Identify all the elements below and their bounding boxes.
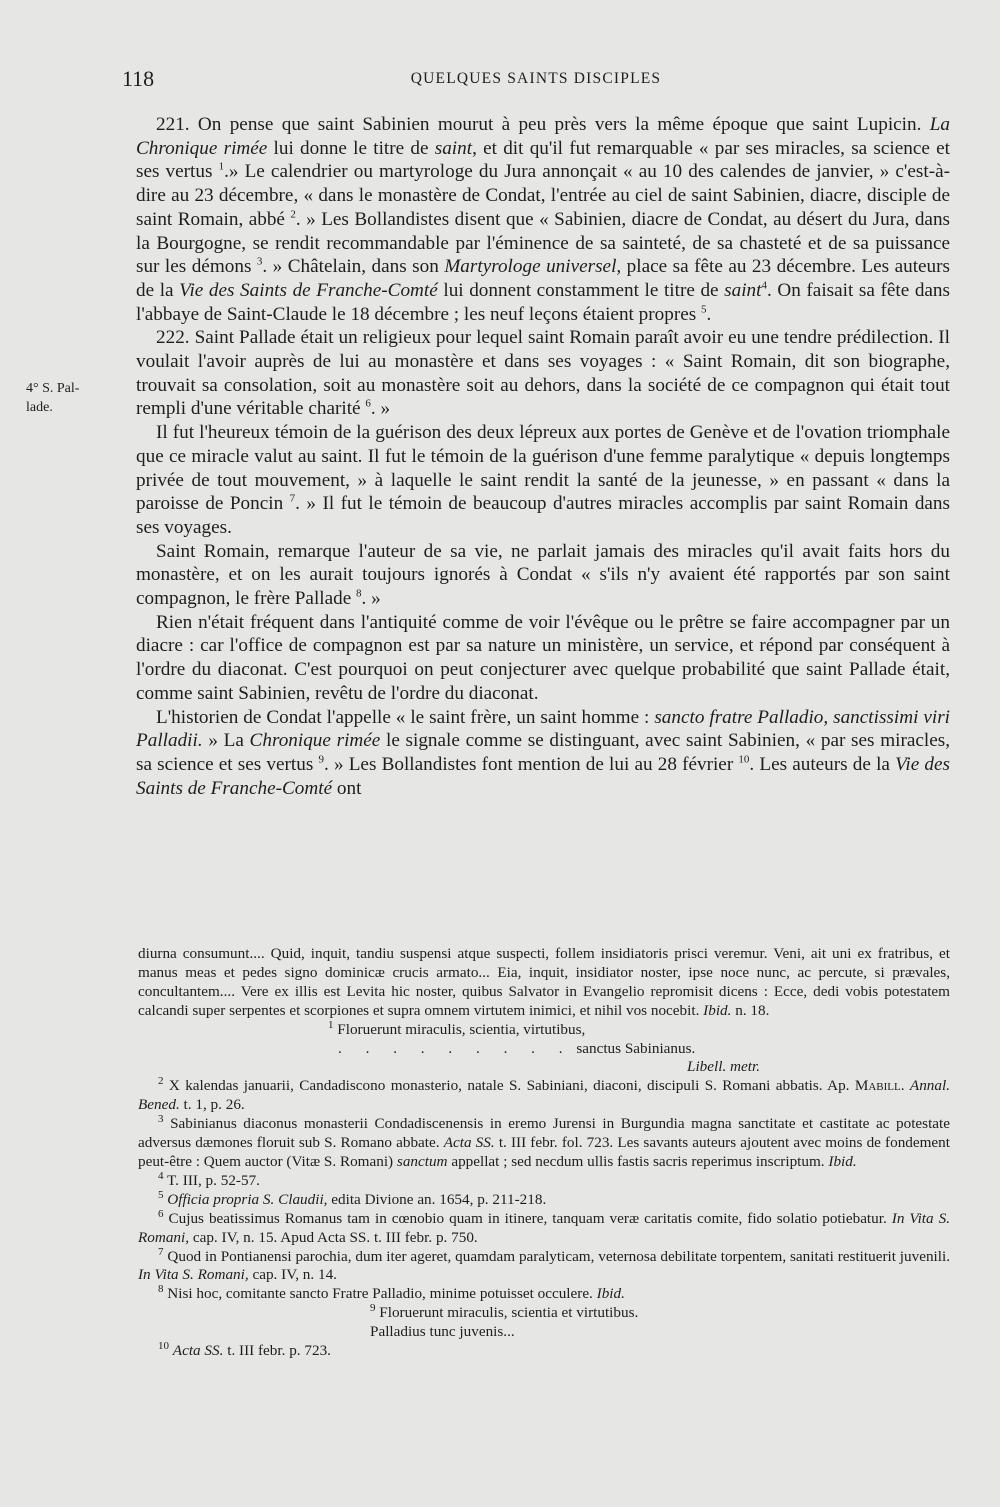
text-run: Sabinianus diaconus monasterii Condadiscenensis in eremo Jurensi in Burgundia magna sanctitate et castitate ac potestate adversus dæmones floruit sub S. Romano abbate. bbox=[138, 1115, 951, 1152]
italic-word: Ibid. bbox=[703, 1001, 732, 1019]
footnote-6 bbox=[138, 1207, 950, 1248]
italic-word: Ibid. bbox=[828, 1152, 857, 1170]
footnote-ref: 6 bbox=[365, 398, 371, 411]
paragraph-historien bbox=[136, 706, 950, 801]
text-run: . » bbox=[370, 398, 391, 420]
footnote-9 bbox=[138, 1304, 950, 1342]
text-run: cap. IV, n. 15. Apud Acta SS. t. III febr. p. 750. bbox=[189, 1228, 478, 1246]
italic-title: Officia propria S. Claudii, bbox=[167, 1190, 328, 1208]
footnote-ref: 5 bbox=[701, 303, 707, 316]
text-run: place sa fête au 23 décembre. Les auteurs de la bbox=[136, 256, 950, 301]
italic-word: saint bbox=[724, 279, 762, 301]
verse-line: Floruerunt miraculis, scientia, virtutibus, bbox=[337, 1020, 586, 1038]
text-run: Cujus beatissimus Romanus tam in cœnobio quam in itinere, tanquam veræ caritatis comite, fido solatio potiebatur. bbox=[168, 1209, 892, 1227]
text-run: lui donnent constamment le titre de bbox=[437, 279, 725, 301]
footnote-2 bbox=[138, 1077, 950, 1115]
footnote-ref: 7 bbox=[289, 492, 296, 505]
footnote-ref: 9 bbox=[318, 753, 324, 766]
footnote-mark: 4 bbox=[158, 1169, 164, 1182]
text-run: 221. On pense que saint Sabinien mourut à peu près vers la même époque que saint Lupicin. bbox=[156, 114, 930, 135]
italic-title: La Chronique rimée bbox=[136, 114, 950, 159]
text-run: . bbox=[706, 303, 712, 325]
footnote-10 bbox=[138, 1339, 950, 1361]
main-text bbox=[136, 113, 950, 800]
text-run: diurna consumunt.... Quid, inquit, tandiu suspensi atque suspecti, follem insidiatoris prisci veremur. Veni, ait uni ex fratribus, et manus meas et pedes signo dominicæ crucis armato... Eia, inquit, insidiator noster, ipse noce nunc, ac percute, si prævales, concultantem.... Vere ex illis est Levita hic noster, quibus Salvator in Evangelio repromisit dicens : Ecce, dedi vobis potestatem calcandi super serpentes et scorpiones et supra omnem virtutem inimici, et nihil vos nocebit. bbox=[138, 945, 950, 1019]
text-run: appellat ; sed necdum ullis fastis sacris reperimus inscriptum. bbox=[447, 1152, 829, 1170]
text-run: . » Les Bollandistes disent que « Sabinien, diacre de Condat, au désert du Jura, dans la Bourgogne, se rendit recommandable par l'éminence de sa sainteté, de sa chasteté et de sa puissance sur les démons bbox=[136, 208, 951, 278]
footnote-ref: 3 bbox=[256, 255, 263, 268]
running-title: QUELQUES SAINTS DISCIPLES bbox=[410, 70, 662, 87]
italic-title: Vie des Saints de Franche-Comté bbox=[136, 753, 950, 799]
paragraph-222 bbox=[136, 326, 950, 421]
text-run: Saint Romain, remarque l'auteur de sa vie, ne parlait jamais des miracles qu'il avait faits hors du monastère, et on les aurait toujours ignorés à Condat « s'ils n'y avaient été rapportés par son saint compagnon, le frère Pallade bbox=[136, 540, 950, 610]
italic-title: In Vita S. Romani, bbox=[138, 1266, 249, 1284]
text-run: L'historien de Condat l'appelle « le saint frère, un saint homme : bbox=[156, 706, 655, 728]
footnote-mark: 1 bbox=[328, 1018, 334, 1031]
italic-title: Chronique rimée bbox=[249, 730, 381, 752]
text-run: , et dit qu'il fut remarquable « par ses miracles, sa science et ses vertus bbox=[136, 137, 950, 183]
verse-source: Libell. metr. bbox=[687, 1058, 760, 1076]
italic-title: Annal. Bened. bbox=[138, 1077, 950, 1114]
italic-word: sanctum bbox=[396, 1152, 448, 1170]
page-header bbox=[122, 66, 950, 94]
ellipsis-dots: . . . . . . . . . bbox=[338, 1039, 573, 1057]
page-number: 118 bbox=[122, 66, 155, 91]
footnote-mark: 2 bbox=[158, 1075, 164, 1088]
text-run: t. III febr. fol. 723. Les savants auteurs ajoutent avec moins de fondement peut-être : Quem auctor (Vitæ S. Romani) bbox=[138, 1134, 950, 1170]
italic-title: Acta SS. bbox=[443, 1134, 495, 1152]
verse-line: sanctus Sabinianus. bbox=[576, 1039, 696, 1057]
text-run: cap. IV, n. 14. bbox=[248, 1266, 337, 1284]
footnote-mark: 7 bbox=[158, 1245, 164, 1258]
paragraph-witness bbox=[136, 421, 950, 540]
text-run: 222. Saint Pallade était un religieux pour lequel saint Romain paraît avoir eu une tendre prédilection. Il voulait l'avoir auprès de lui au monastère et dans ses voyages : « Saint Romain, dit son biographe, trouvait sa consolation, soit au monastère soit au dehors, dans la société de ce compagnon qui était tout rempli d'une véritable charité bbox=[136, 327, 950, 420]
footnote-mark: 3 bbox=[158, 1113, 164, 1126]
text-run: t. III febr. p. 723. bbox=[223, 1342, 331, 1360]
text-run: . bbox=[900, 1077, 910, 1095]
paragraph-romain bbox=[136, 540, 950, 611]
footnote-mark: 5 bbox=[158, 1188, 164, 1201]
text-run: » La bbox=[202, 730, 250, 752]
latin-quote: sancto fratre Palladio, sanctissimi viri Palladii. bbox=[136, 706, 950, 752]
footnote-ref: 1 bbox=[218, 161, 225, 174]
margin-note bbox=[26, 379, 126, 417]
footnote-mark: 6 bbox=[158, 1207, 164, 1220]
italic-title: Martyrologe universel, bbox=[444, 256, 622, 278]
italic-word: saint bbox=[434, 137, 473, 159]
text-run: t. 1, p. 26. bbox=[179, 1096, 245, 1114]
footnote-4 bbox=[138, 1169, 950, 1191]
margin-note-line: 4° S. Pal- bbox=[26, 381, 80, 396]
text-run: Quod in Pontianensi parochia, dum iter ageret, quamdam paralyticam, veternosa debilitate torpentem, sanitati restituerit juvenili. bbox=[167, 1247, 951, 1265]
footnotes bbox=[138, 945, 950, 1361]
text-run: . » Il fut le témoin de beaucoup d'autres miracles accomplis par saint Romain dans ses voyages. bbox=[136, 493, 950, 538]
footnote-ref: 10 bbox=[738, 753, 750, 766]
verse-line: Palladius tunc juvenis... bbox=[370, 1323, 515, 1341]
footnote-ref: 4 bbox=[761, 279, 767, 292]
text-run: . » Châtelain, dans son bbox=[262, 256, 445, 278]
text-run: Nisi hoc, comitante sancto Fratre Palladio, minime potuisset occulere. bbox=[167, 1285, 597, 1303]
margin-note-line: lade. bbox=[26, 400, 53, 415]
paragraph-rien: Rien n'était fréquent dans l'antiquité comme de voir l'évêque ou le prêtre se faire accompagner par un diacre : car l'office de compagnon est par sa nature un ministère, un service, et répond par conséquent à l'ordre du diaconat. C'est pourquoi on peut conjecturer avec quelque probabilité que saint Pallade était, comme saint Sabinien, revêtu de l'ordre du diaconat. bbox=[136, 611, 950, 704]
text-run: n. 18. bbox=[731, 1001, 770, 1019]
footnote-3 bbox=[138, 1115, 950, 1172]
verse-line: Floruerunt miraculis, scientia et virtutibus. bbox=[379, 1304, 639, 1322]
text-run: . On faisait sa fête dans l'abbaye de Saint-Claude le 18 décembre ; les neuf leçons étaient propres bbox=[136, 279, 950, 325]
footnote-mark: 10 bbox=[158, 1339, 169, 1352]
italic-title: Vie des Saints de Franche-Comté bbox=[179, 279, 438, 301]
footnote-continuation bbox=[138, 945, 950, 1021]
text-run: X kalendas januarii, Candadiscono monasterio, natale S. Sabiniani, diaconi, discipuli S. Romani abbatis. Ap. bbox=[168, 1077, 855, 1095]
text-run: lui donne le titre de bbox=[267, 137, 435, 159]
italic-word: Ibid. bbox=[596, 1285, 625, 1303]
footnote-5 bbox=[138, 1188, 950, 1210]
footnote-8 bbox=[138, 1285, 950, 1304]
text-run: . » Les Bollandistes font mention de lui au 28 février bbox=[323, 753, 739, 775]
text-run: . Les auteurs de la bbox=[749, 753, 896, 775]
italic-title: Acta SS. bbox=[172, 1342, 224, 1360]
text-run: .» Le calendrier ou martyrologe du Jura annonçait « au 10 des calendes de janvier, » c'est-à-dire au 23 décembre, « dans le monastère de Condat, l'entrée au ciel de saint Sabinien, diacre, disciple de saint Romain, abbé bbox=[136, 161, 950, 230]
text-run: ont bbox=[332, 777, 362, 799]
footnote-mark: 8 bbox=[158, 1283, 164, 1296]
author-name: Mabill bbox=[854, 1077, 901, 1095]
paragraph-221 bbox=[136, 113, 950, 326]
footnote-1 bbox=[138, 1018, 950, 1078]
text-run: le signale comme se distinguant, avec saint Sabinien, « par ses miracles, sa science et ses vertus bbox=[136, 730, 950, 775]
text-run: . » bbox=[361, 588, 381, 610]
footnote-ref: 2 bbox=[290, 208, 296, 221]
footnote-mark: 9 bbox=[370, 1302, 376, 1315]
italic-title: In Vita S. Romani, bbox=[138, 1209, 950, 1246]
text-run: Il fut l'heureux témoin de la guérison des deux lépreux aux portes de Genève et de l'ovation triomphale que ce miracle valut au saint. Il fut le témoin de la guérison d'une femme paralytique « depuis longtemps privée de tout mouvement, » à laquelle le saint rendit la santé de la jeunesse, » en passant « dans la paroisse de Poncin bbox=[136, 422, 950, 515]
text-run: edita Divione an. 1654, p. 211-218. bbox=[327, 1190, 547, 1208]
footnote-ref: 8 bbox=[356, 587, 362, 600]
footnote-7 bbox=[138, 1245, 951, 1286]
text-run: T. III, p. 52-57. bbox=[167, 1171, 260, 1189]
